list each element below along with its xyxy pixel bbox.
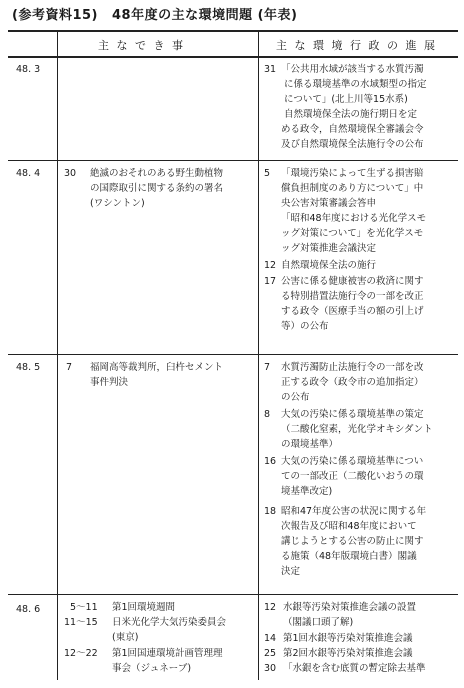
column-divider-events bbox=[258, 32, 259, 680]
admin-entry: 第2回水銀等汚染対策推進会議 bbox=[283, 648, 413, 659]
admin-day: 14 bbox=[264, 633, 277, 644]
admin-entry: 「環境汚染によって生ずる損害賠 償負担制度のあり方について」中 央公害対策審議会答申 「昭和48年度における光化学スモ ッグ対策について」を光化学スモ ッグ対策推進会議決定 bbox=[281, 168, 427, 254]
admin-entry: 「水銀を含む底質の暫定除去基準 bbox=[283, 663, 426, 674]
title-text: 48年度の主な環境問題 (年表) bbox=[111, 8, 298, 23]
row-divider bbox=[8, 354, 458, 355]
chronology-table bbox=[8, 30, 458, 680]
table-header bbox=[8, 32, 458, 58]
admin-entry: 水銀等汚染対策推進会議の設置 （閣議口頭了解) bbox=[283, 602, 417, 628]
admin-entry: 大気の汚染に係る環境基準につい ての一部改正（二酸化いおうの環 境基準改定) bbox=[281, 456, 424, 497]
header-admin: 主 な 環 境 行 政 の 進 展 bbox=[276, 39, 437, 52]
admin-day: 17 bbox=[264, 276, 277, 287]
event-day: 30 bbox=[64, 168, 77, 179]
admin-day: 7 bbox=[264, 362, 271, 373]
column-divider-month bbox=[57, 32, 58, 680]
row-divider bbox=[8, 594, 458, 595]
admin-day: 12 bbox=[264, 602, 277, 613]
admin-day: 18 bbox=[264, 506, 277, 517]
event-entry: 第1回環境週間 bbox=[112, 602, 176, 613]
admin-entry: 「公共用水域が該当する水質汚濁 に係る環境基準の水域類型の指定 について」(北上川等15水系) 自然環境保全法の施行期日を定 める政令，自然環境保全審議会令 及び自然環境保全法施行令の公布 bbox=[281, 64, 427, 150]
event-day: 7 bbox=[66, 362, 73, 373]
admin-day: 30 bbox=[264, 663, 277, 674]
admin-entry: 大気の汚染に係る環境基準の策定 （二酸化窒素，光化学オキシダント の環境基準） bbox=[281, 409, 433, 450]
event-entry: 日米光化学大気汚染委員会 (東京) bbox=[112, 617, 227, 643]
admin-entry: 自然環境保全法の施行 bbox=[281, 260, 377, 271]
admin-day: 12 bbox=[264, 260, 277, 271]
month-cell: 48. 3 bbox=[16, 64, 41, 75]
header-events: 主 な で き 事 bbox=[98, 39, 185, 52]
admin-entry: 公害に係る健康被害の救済に関す る特別措置法施行令の一部を改正 する政令（医療手当の額の引上げ 等）の公布 bbox=[281, 276, 424, 332]
page-title bbox=[12, 4, 297, 23]
source-label: (参考資料15) bbox=[12, 8, 98, 23]
event-day: 12～22 bbox=[64, 648, 98, 659]
event-entry: 第1回国連環境計画管理理 事会（ジュネーブ) bbox=[112, 648, 223, 674]
admin-day: 31 bbox=[264, 64, 277, 75]
month-cell: 48. 6 bbox=[16, 604, 41, 615]
event-entry: 福岡高等裁判所，臼杵セメント 事件判決 bbox=[90, 362, 224, 388]
month-cell: 48. 4 bbox=[16, 168, 41, 179]
admin-day: 8 bbox=[264, 409, 271, 420]
month-cell: 48. 5 bbox=[16, 362, 41, 373]
admin-entry: 水質汚濁防止法施行令の一部を改 正する政令（政令市の追加指定） の公布 bbox=[281, 362, 424, 403]
event-day: 5～11 bbox=[70, 602, 98, 613]
admin-entry: 第1回水銀等汚染対策推進会議 bbox=[283, 633, 413, 644]
admin-entry: 昭和47年度公害の状況に関する年 次報告及び昭和48年度において 講じようとする公害の防止に関す る施策（48年版環境白書）閣議 決定 bbox=[281, 506, 427, 577]
event-entry: 絶滅のおそれのある野生動植物 の国際取引に関する条約の署名 (ワシントン) bbox=[90, 168, 224, 209]
row-divider bbox=[8, 160, 458, 161]
event-day: 11～15 bbox=[64, 617, 98, 628]
admin-day: 5 bbox=[264, 168, 271, 179]
admin-day: 25 bbox=[264, 648, 277, 659]
admin-day: 16 bbox=[264, 456, 277, 467]
